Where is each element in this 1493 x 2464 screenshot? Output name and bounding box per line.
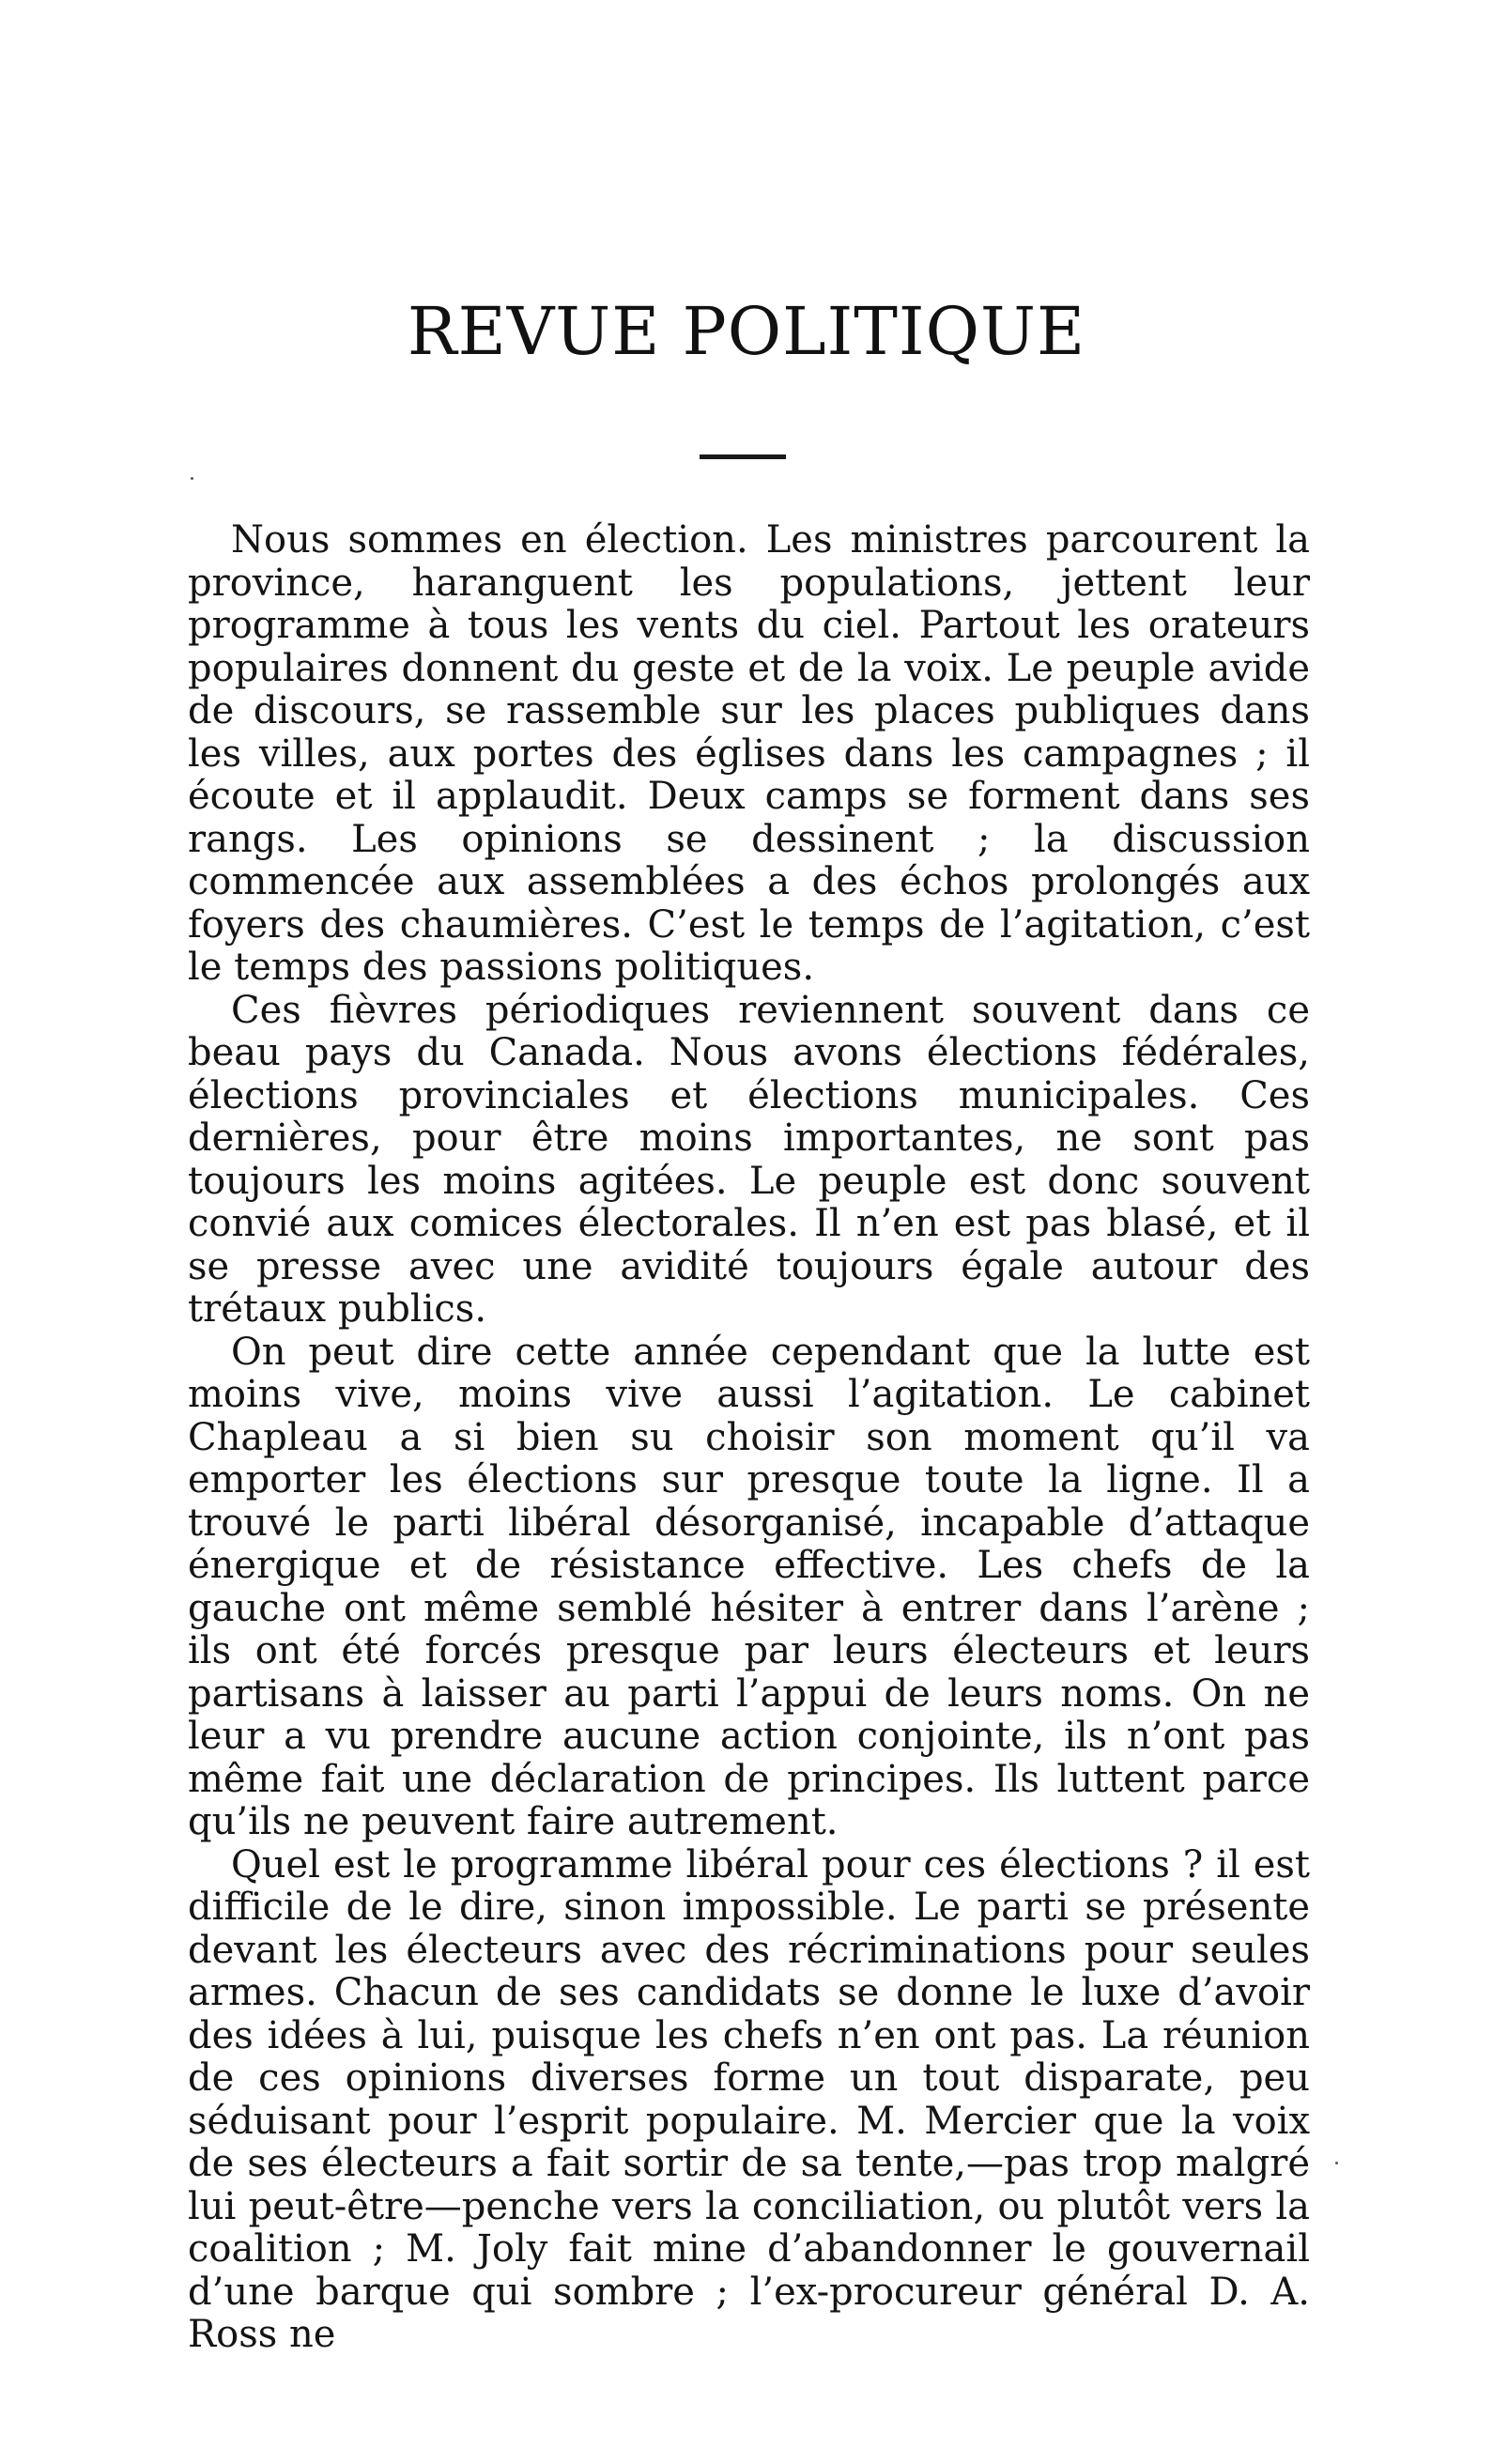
title-rule [700,454,786,459]
paragraph-1: Nous sommes en élection. Les ministres parcourent la province, haranguent les populations, jettent leur programme à tous les vents du ciel. Partout les orateurs populaires donnent du geste et de la voix. Le peuple avide de discours, se rassemble sur les places publiques dans les villes, aux portes des églises dans les campagnes ; il écoute et il applaudit. Deux camps se forment dans ses rangs. Les opinions se dessinent ; la discussion commencée aux assemblées a des échos prolongés aux foyers des chaumières. C’est le temps de l’agitation, c’est le temps des passions politiques. [188,518,1310,989]
scan-speck [191,477,193,480]
paragraph-2: Ces fièvres périodiques reviennent souvent dans ce beau pays du Canada. Nous avons élections fédérales, élections provinciales et élections municipales. Ces dernières, pour être moins importantes, ne sont pas toujours les moins agitées. Le peuple est donc souvent convié aux comices électorales. Il n’en est pas blasé, et il se presse avec une avidité toujours égale autour des trétaux publics. [188,988,1310,1331]
paragraph-3: On peut dire cette année cependant que la lutte est moins vive, moins vive aussi l’agitation. Le cabinet Chapleau a si bien su choisir son moment qu’il va emporter les élections sur presque toute la ligne. Il a trouvé le parti libéral désorganisé, incapable d’attaque énergique et de résistance effective. Les chefs de la gauche ont même semblé hésiter à entrer dans l’arène ; ils ont été forcés presque par leurs électeurs et leurs partisans à laisser au parti l’appui de leurs noms. On ne leur a vu prendre aucune action conjointe, ils n’ont pas même fait une déclaration de principes. Ils luttent parce qu’ils ne peuvent faire autrement. [188,1330,1310,1843]
paragraph-4: Quel est le programme libéral pour ces élections ? il est difficile de le dire, sinon impossible. Le parti se présente devant les électeurs avec des récriminations pour seules armes. Chacun de ses candidats se donne le luxe d’avoir des idées à lui, puisque les chefs n’en ont pas. La réunion de ces opinions diverses forme un tout disparate, peu séduisant pour l’esprit populaire. M. Mercier que la voix de ses électeurs a fait sortir de sa tente,—pas trop malgré lui peut-être—penche vers la conciliation, ou plutôt vers la coalition ; M. Joly fait mine d’abandonner le gouvernail d’une barque qui sombre ; l’ex-procureur général D. A. Ross ne [188,1842,1310,2356]
page-title: REVUE POLITIQUE [407,293,1086,370]
scan-speck [1335,2162,1338,2164]
body-text [188,519,1310,2357]
